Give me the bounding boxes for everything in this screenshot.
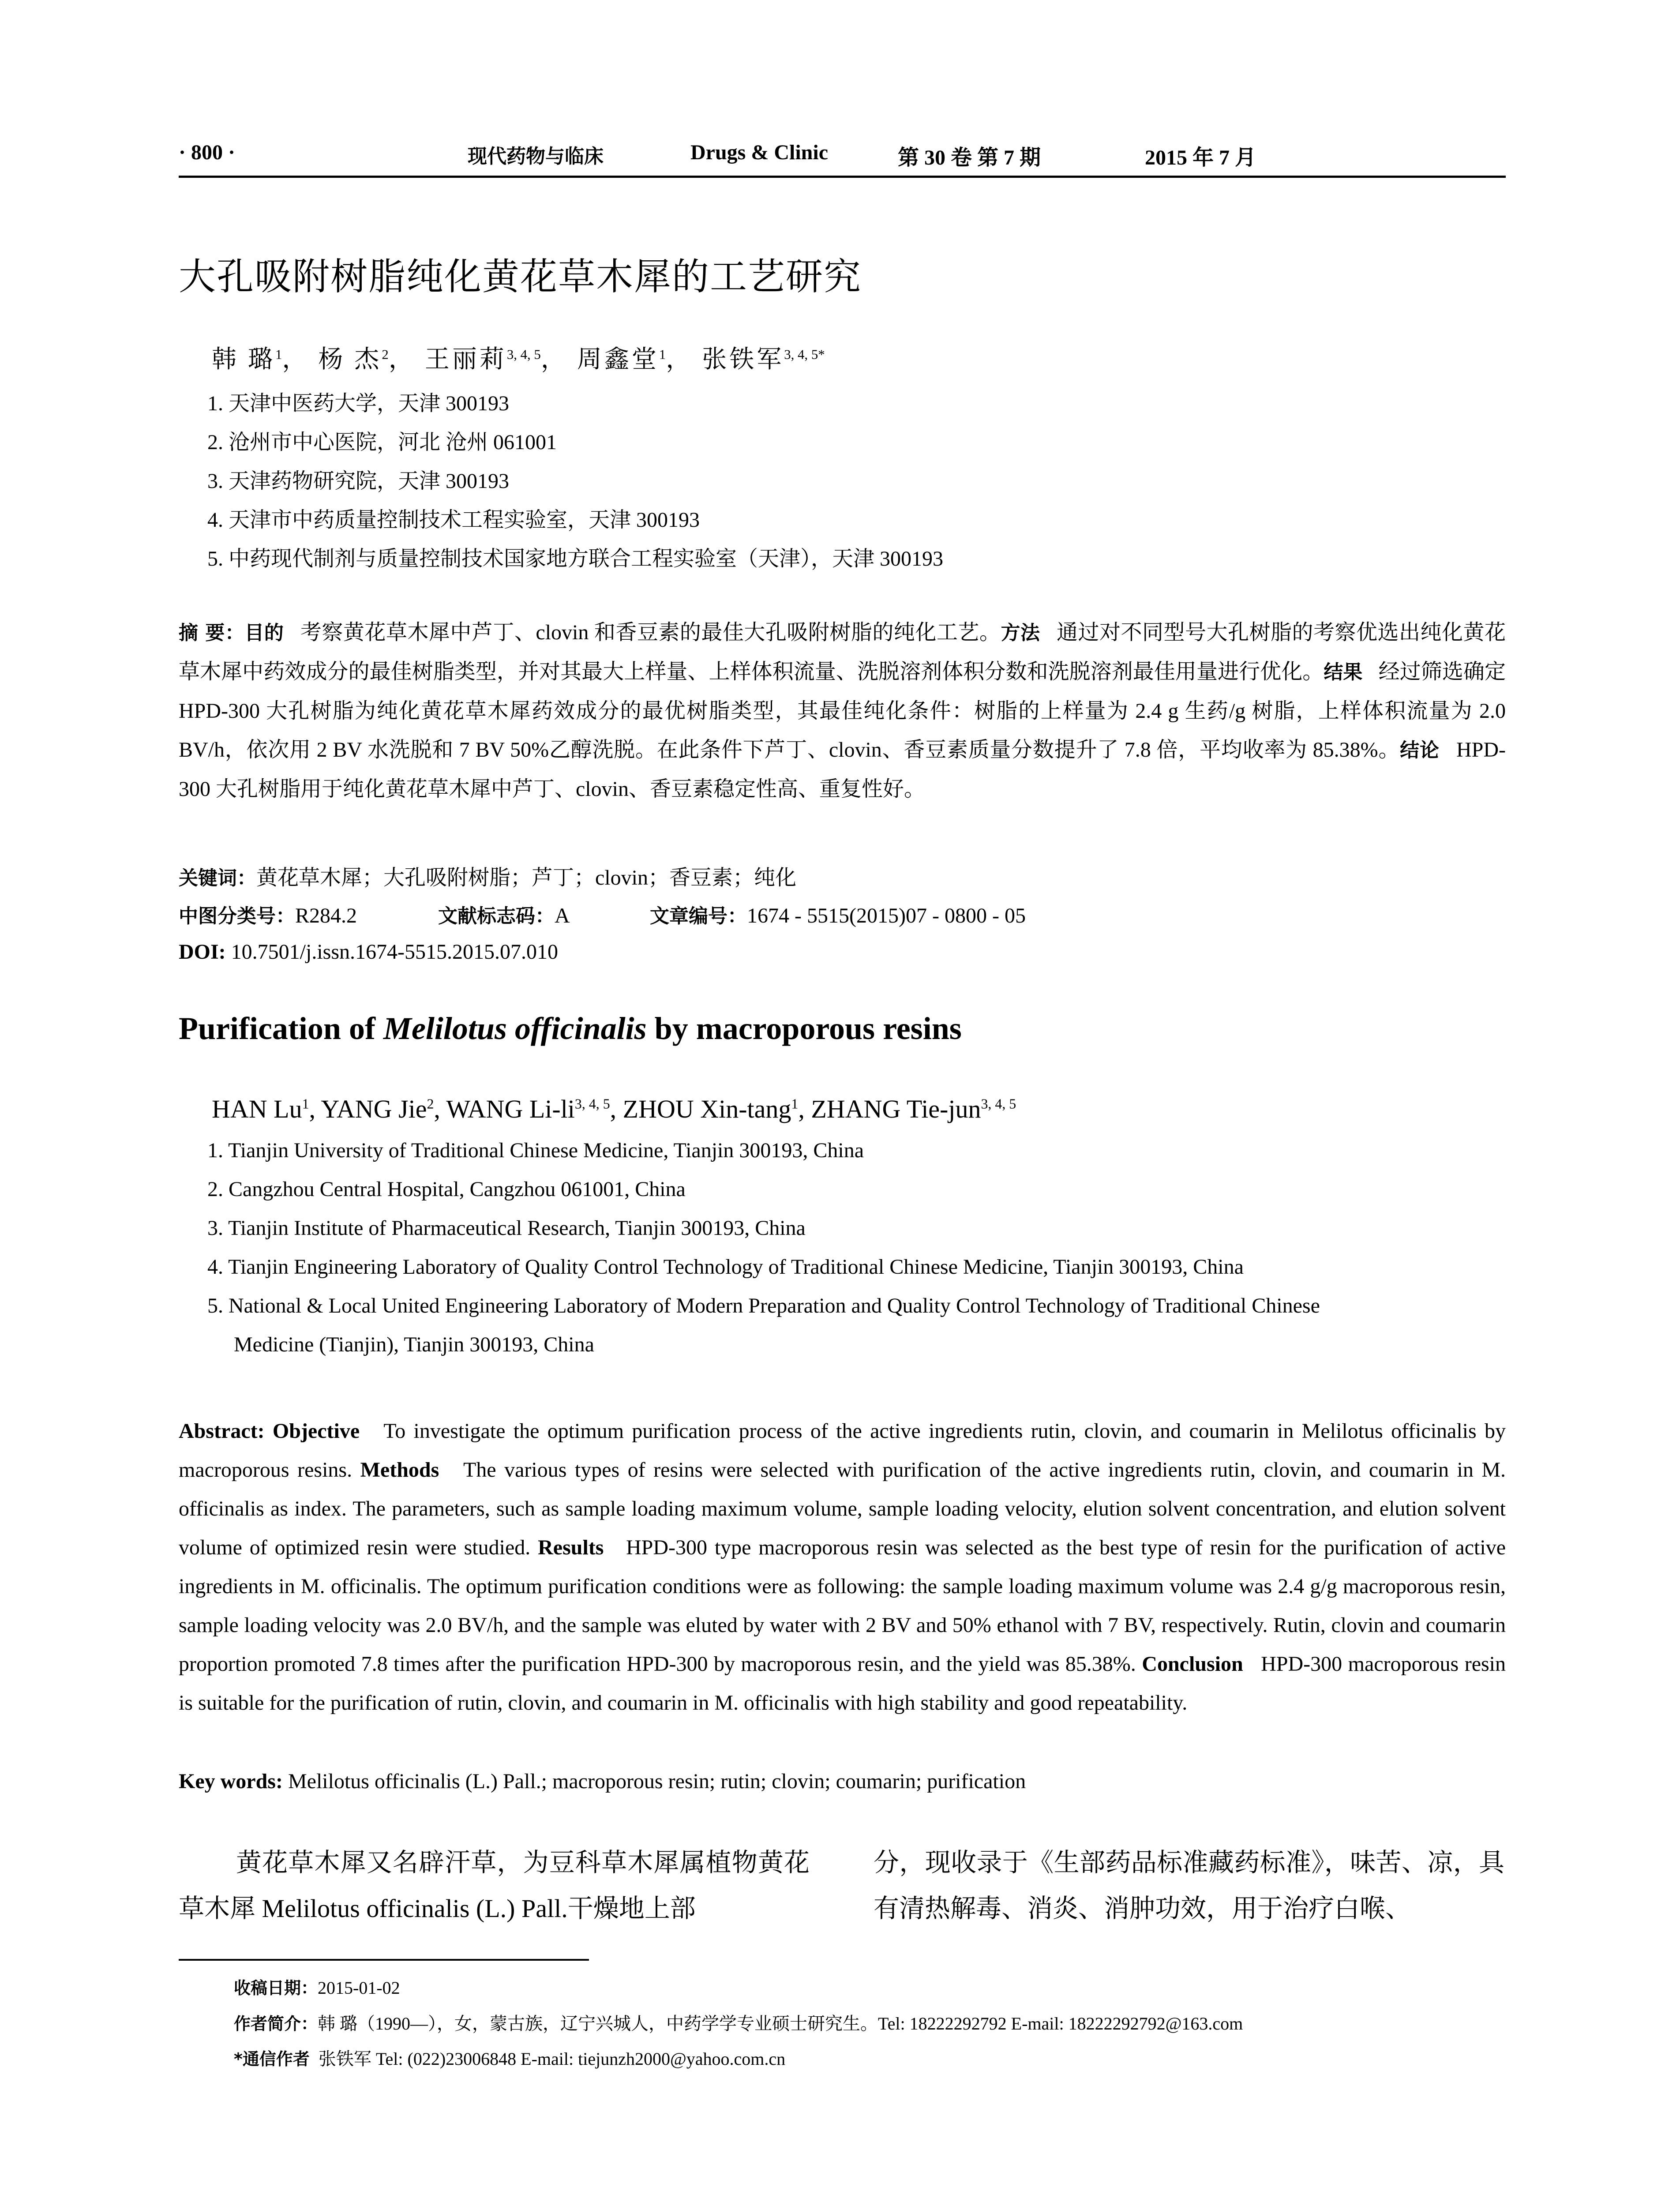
clc-value: R284.2 [295, 904, 357, 927]
title-en-pre: Purification of [179, 1011, 383, 1046]
affiliation-en: 5. National & Local United Engineering Laboratory of Modern Preparation and Quality Control Technology of Traditional Chinese [207, 1294, 1320, 1317]
objective-label: 目的 [244, 622, 284, 644]
clc-label: 中图分类号： [179, 905, 295, 927]
author-name: 韩 璐 [212, 346, 275, 373]
body-column-right: 分，现收录于《生部药品标准藏药标准》，味苦、凉，具有清热解毒、消炎、消肿功效，用于治疗白喉、 [874, 1848, 1504, 1923]
author-name: 张铁军 [702, 346, 784, 373]
author-name: HAN Lu [212, 1095, 302, 1123]
header-rule [179, 176, 1506, 178]
abstract-conclusion-text: HPD-300 macroporous resin is suitable for the purification of rutin, clovin, and coumarin in M. officinalis with high stability and good repeatability. [179, 1652, 1506, 1715]
abstract-results-text: HPD-300 type macroporous resin was selected as the best type of resin for the purification of active ingredients in M. officinalis. The optimum purification conditions were as following: the sample loading maximum volume was 2.4 g/g macroporous resin, sample loading velocity was 2.0 BV/h, and the sample was eluted by water with 2 BV and 50% ethanol with 7 BV, respectively. Rutin, clovin and coumarin proportion promoted 7.8 times after the purification HPD-300 by macroporous resin, and the yield was 85.38%. [179, 1536, 1506, 1676]
keywords-en-label: Key words: [179, 1770, 283, 1793]
title-cn: 大孔吸附树脂纯化黄花草木犀的工艺研究 [179, 255, 862, 298]
keywords-label: 关键词： [179, 867, 256, 889]
author-affil-sup: 3, 4, 5* [784, 347, 825, 362]
author-name: 王丽莉 [424, 346, 507, 373]
doc-code-label: 文献标志码： [438, 905, 555, 927]
author-affil-sup: 2 [382, 347, 389, 362]
results-text: 经过筛选确定 HPD-300 大孔树脂为纯化黄花草木犀药效成分的最优树脂类型，其最佳纯化条件：树脂的上样量为 2.4 g 生药/g 树脂，上样体积流量为 2.0 BV/h，依次用 2 BV 水洗脱和 7 BV 50%乙醇洗脱。在此条件下芦丁、clovin、香豆素质量分数提升了 7.8 倍，平均收率为 85.38%。 [179, 660, 1506, 762]
author-name: YANG Jie [321, 1095, 427, 1123]
received-label: 收稿日期： [234, 1978, 318, 1998]
title-en-post: by macroporous resins [646, 1011, 962, 1046]
author-name: 周鑫堂 [577, 346, 659, 373]
abstract-conclusion-label: Conclusion [1142, 1652, 1243, 1676]
abstract-results-label: Results [538, 1536, 604, 1559]
authors-cn: 韩 璐$^1$， 杨 杰$^2$， 王丽莉$^{3, 4, 5}$， 周鑫堂$^1$， 张铁军$^{3, 4, 5*}$ [212, 346, 825, 373]
title-en-species: Melilotus officinalis [383, 1011, 647, 1046]
conclusion-text: HPD-300 大孔树脂用于纯化黄花草木犀中芦丁、clovin、香豆素稳定性高、重复性好。 [179, 738, 1506, 801]
abstract-en [179, 1412, 1506, 1722]
journal-volume: 第 30 卷 第 7 期 [898, 146, 1041, 169]
bio-text: 韩 璐（1990—），女，蒙古族，辽宁兴城人，中药学学专业硕士研究生。Tel: 18222292792 E-mail: 18222292792@163.com [318, 2014, 1243, 2033]
classification-line [179, 900, 1026, 928]
article-no-label: 文章编号： [650, 905, 747, 927]
keywords-cn [179, 860, 796, 891]
author-affil-sup: 3, 4, 5 [574, 1096, 610, 1112]
journal-date: 2015 年 7 月 [1145, 146, 1256, 169]
author-affil-sup: 1 [659, 347, 666, 362]
abstract-objective-text: To investigate the optimum purification process of the active ingredients rutin, clovin, and coumarin in Melilotus officinalis by macroporous resins. [179, 1419, 1506, 1482]
author-affil-sup: 3, 4, 5 [506, 347, 541, 362]
footnote-received [234, 1974, 400, 1999]
affiliation-en: 2. Cangzhou Central Hospital, Cangzhou 061001, China [207, 1178, 686, 1201]
keywords-text: 黄花草木犀；大孔吸附树脂；芦丁；clovin；香豆素；纯化 [256, 866, 796, 889]
affiliation-cn: 3. 天津药物研究院，天津 300193 [207, 469, 510, 493]
results-label: 结果 [1324, 661, 1363, 683]
affiliation-cn: 4. 天津市中药质量控制技术工程实验室，天津 300193 [207, 508, 700, 532]
author-affil-sup: 1 [275, 347, 282, 362]
doi-label: DOI: [179, 940, 226, 964]
affiliation-en-cont: Medicine (Tianjin), Tianjin 300193, China [234, 1333, 594, 1356]
abstract-label: 摘 要： [179, 622, 245, 644]
author-name: ZHANG Tie-jun [811, 1095, 981, 1123]
objective-text: 考察黄花草木犀中芦丁、clovin 和香豆素的最佳大孔吸附树脂的纯化工艺。 [300, 621, 1001, 644]
received-date: 2015-01-02 [318, 1978, 400, 1998]
page-number: · 800 · [179, 141, 236, 164]
doi-link[interactable]: 10.7501/j.issn.1674-5515.2015.07.010 [231, 940, 559, 964]
affiliation-cn: 1. 天津中医药大学，天津 300193 [207, 392, 510, 415]
affiliation-cn: 5. 中药现代制剂与质量控制技术国家地方联合工程实验室（天津），天津 300193 [207, 547, 944, 570]
journal-name-cn: 现代药物与临床 [468, 145, 604, 168]
journal-name-en: Drugs & Clinic [690, 141, 828, 164]
author-affil-sup: 3, 4, 5 [981, 1096, 1016, 1112]
keywords-en-text: Melilotus officinalis (L.) Pall.; macroporous resin; rutin; clovin; coumarin; purification [288, 1770, 1026, 1793]
corr-label: *通信作者 [234, 2049, 310, 2069]
footnote-corresponding [234, 2045, 785, 2070]
title-en [179, 1010, 962, 1047]
author-name: 杨 杰 [318, 346, 382, 373]
author-affil-sup: 1 [302, 1096, 309, 1112]
authors-en: HAN Lu$^1$, YANG Jie$^2$, WANG Li-li$^{3, 4, 5}$, ZHOU Xin-tang$^1$, ZHANG Tie-jun$^{3, 4, 5}$ [212, 1095, 1016, 1123]
corr-text: 张铁军 Tel: (022)23006848 E-mail: tiejunzh2000@yahoo.com.cn [318, 2049, 786, 2069]
abstract-objective-label: Abstract: Objective [179, 1419, 360, 1443]
conclusion-label: 结论 [1400, 739, 1440, 762]
footnote-rule [179, 1959, 589, 1961]
affiliation-en: 3. Tianjin Institute of Pharmaceutical Research, Tianjin 300193, China [207, 1216, 806, 1240]
author-name: WANG Li-li [446, 1095, 575, 1123]
abstract-cn [179, 613, 1506, 809]
doc-code-value: A [555, 904, 569, 927]
keywords-en [179, 1769, 1026, 1793]
bio-label: 作者简介： [234, 2014, 318, 2033]
abstract-methods-label: Methods [360, 1458, 439, 1482]
abstract-methods-text: The various types of resins were selected with purification of the active ingredients rutin, clovin, and coumarin in M. officinalis as index. The parameters, such as sample loading maximum volume, sample loading velocity, elution solvent concentration, and elution solvent volume of optimized resin were studied. [179, 1458, 1506, 1559]
running-header [179, 140, 1506, 181]
author-affil-sup: 2 [427, 1096, 434, 1112]
methods-label: 方法 [1001, 622, 1040, 644]
affiliation-en: 4. Tianjin Engineering Laboratory of Quality Control Technology of Traditional Chinese Medicine, Tianjin 300193, China [207, 1255, 1244, 1279]
author-name: ZHOU Xin-tang [622, 1095, 791, 1123]
affiliation-en: 1. Tianjin University of Traditional Chinese Medicine, Tianjin 300193, China [207, 1139, 864, 1162]
footnote-bio [234, 2010, 1243, 2035]
author-affil-sup: 1 [791, 1096, 799, 1112]
methods-text: 通过对不同型号大孔树脂的考察优选出纯化黄花草木犀中药效成分的最佳树脂类型，并对其最大上样量、上样体积流量、洗脱溶剂体积分数和洗脱溶剂最佳用量进行优化。 [179, 621, 1506, 683]
body-column-left: 黄花草木犀又名辟汗草，为豆科草木犀属植物黄花草木犀 Melilotus officinalis (L.) Pall.干燥地上部 [179, 1848, 810, 1923]
affiliation-cn: 2. 沧州市中心医院，河北 沧州 061001 [207, 431, 557, 454]
doi-line [179, 940, 558, 964]
article-no-value: 1674 - 5515(2015)07 - 0800 - 05 [747, 904, 1026, 927]
